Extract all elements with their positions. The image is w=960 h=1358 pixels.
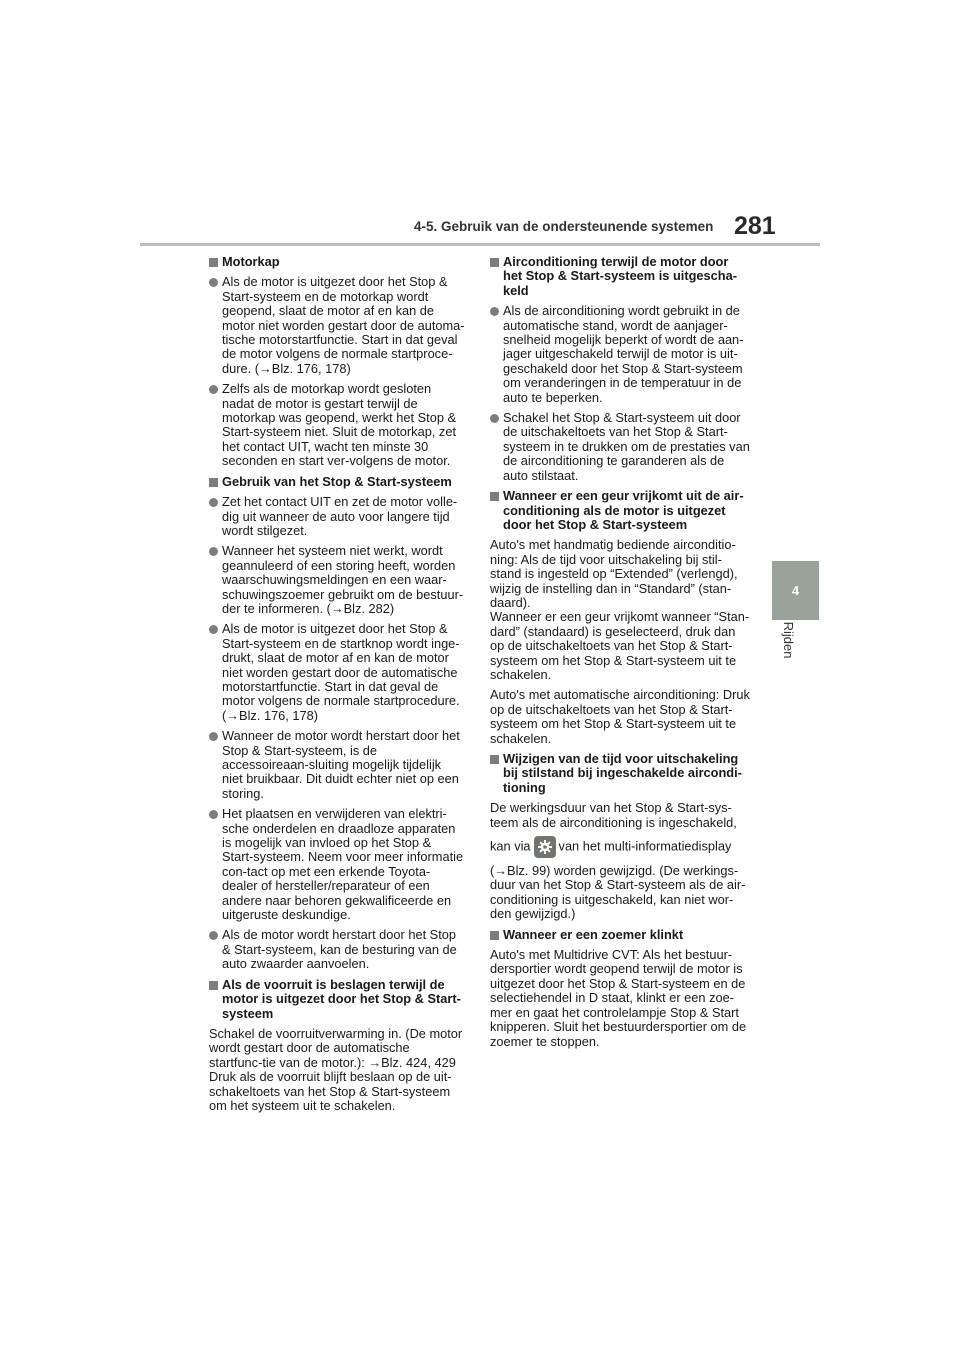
section-heading: Wanneer er een geur vrijkomt uit de air-conditioning als de motor is uitgezet door het Stop & Start-systeem xyxy=(490,489,750,532)
paragraph: Auto's met handmatig bediende airconditio-ning: Als de tijd voor uitschakeling bij stil-stand is ingesteld op “Extended” (verlengd), wijzig de instelling dan in “Standard” (stan-daard). Wanneer er een geur vrijkomt wanneer “Stan-dard” (standaard) is geselecteerd, druk dan op de uitschakeltoets van het Stop & Start-systeem om het Stop & Start-systeem uit te schakelen. xyxy=(490,537,750,682)
paragraph-text: kan via xyxy=(490,838,531,854)
section-title: 4-5. Gebruik van de ondersteunende systemen xyxy=(414,219,714,234)
paragraph: Auto's met automatische airconditioning: Druk op de uitschakeltoets van het Stop & Start-systeem om het Stop & Start-systeem uit te schakelen. xyxy=(490,687,750,746)
paragraph: Auto's met Multidrive CVT: Als het bestuur-dersportier wordt geopend terwijl de motor is uitgezet door het Stop & Start-systeem en de selectiehendel in D staat, klinkt er een zoe-mer en gaat het controlelampje Stop & Start knipperen. Sluit het bestuurdersportier om de zoemer te stoppen. xyxy=(490,947,747,1049)
section-heading: Wanneer er een zoemer klinkt xyxy=(490,928,750,942)
bullet-item: Wanneer het systeem niet werkt, wordt geannuleerd of een storing heeft, worden waarschuwingsmeldingen en een waar-schuwingszoemer gebruikt om de bestuur-der te informeren. (→Blz. 282) xyxy=(209,544,465,616)
bullet-item: Zelfs als de motorkap wordt gesloten nadat de motor is gestart terwijl de motorkap was geopend, werkt het Stop & Start-systeem niet. Sluit de motorkap, zet het contact UIT, wacht ten minste 30 seconden en start ver-volgens de motor. xyxy=(209,382,465,468)
settings-gear-icon xyxy=(534,836,556,858)
section-heading: Wijzigen van de tijd voor uitschakeling bij stilstand bij ingeschakelde aircondi-tioning xyxy=(490,752,750,795)
bullet-item: Het plaatsen en verwijderen van elektri-sche onderdelen en draadloze apparaten is mogelijk van invloed op het Stop & Start-systeem. Neem voor meer informatie con-tact op met een erkende Toyota-dealer of hersteller/reparateur of een andere naar behoren gekwalificeerde en uitgeruste deskundige. xyxy=(209,807,465,922)
bullet-item: Wanneer de motor wordt herstart door het Stop & Start-systeem, is de accessoireaan-sluiting mogelijk tijdelijk niet bruikbaar. Dit duidt echter niet op een storing. xyxy=(209,729,465,801)
bullet-item: Als de motor is uitgezet door het Stop & Start-systeem en de motorkap wordt geopend, slaat de motor af en kan de motor niet worden gestart door de automa-tische motorstartfunctie. Start in dat geval de motor volgens de normale startproce-dure. (→Blz. 176, 178) xyxy=(209,275,465,376)
bullet-item: Als de motor wordt herstart door het Stop & Start-systeem, kan de besturing van de auto zwaarder aanvoelen. xyxy=(209,928,465,971)
bullet-item: Schakel het Stop & Start-systeem uit door de uitschakeltoets van het Stop & Start-systeem in te drukken om de prestaties van de airconditioning te garanderen als de auto stilstaat. xyxy=(490,411,750,483)
paragraph: Schakel de voorruitverwarming in. (De motor wordt gestart door de automatische startfunc-tie van de motor.): →Blz. 424, 429 Druk als de voorruit blijft beslaan op de uit-schakeltoets van het Stop & Start-systeem om het systeem uit te schakelen. xyxy=(209,1025,463,1113)
chapter-tab xyxy=(772,561,819,620)
page-number: 281 xyxy=(734,212,776,240)
section-heading: Motorkap xyxy=(209,255,465,269)
paragraph: De werkingsduur van het Stop & Start-sys-teem als de airconditioning is ingeschakeld, xyxy=(490,800,737,830)
paragraph: (→Blz. 99) worden gewijzigd. (De werkings-duur van het Stop & Start-systeem als de air-conditioning is uitgeschakeld, kan niet wor-den gewijzigd.) xyxy=(490,863,746,922)
left-column xyxy=(209,255,465,1119)
right-column xyxy=(490,255,750,1055)
paragraph-text: van het multi-informatiedisplay xyxy=(558,838,732,854)
paragraph-with-icon xyxy=(490,836,750,858)
header-divider xyxy=(140,243,820,246)
chapter-number: 4 xyxy=(791,583,800,598)
section-heading: Gebruik van het Stop & Start-systeem xyxy=(209,475,465,489)
bullet-item: Als de motor is uitgezet door het Stop & Start-systeem en de startknop wordt inge-drukt, slaat de motor af en kan de motor niet worden gestart door de automatische motorstartfunctie. Start in dat geval de motor volgens de normale startprocedure. (→Blz. 176, 178) xyxy=(209,622,465,723)
bullet-item: Zet het contact UIT en zet de motor volle-dig uit wanneer de auto voor langere tijd wordt stilgezet. xyxy=(209,495,465,538)
bullet-item: Als de airconditioning wordt gebruikt in de automatische stand, wordt de aanjager-snelheid mogelijk beperkt of wordt de aan-jager uitgeschakeld terwijl de motor is uit-geschakeld door het Stop & Start-systeem om veranderingen in de temperatuur in de auto te beperken. xyxy=(490,304,750,405)
chapter-label: Rijden xyxy=(781,621,796,659)
section-heading: Airconditioning terwijl de motor door het Stop & Start-systeem is uitgescha-keld xyxy=(490,255,750,298)
section-heading: Als de voorruit is beslagen terwijl de motor is uitgezet door het Stop & Start-systeem xyxy=(209,978,465,1021)
